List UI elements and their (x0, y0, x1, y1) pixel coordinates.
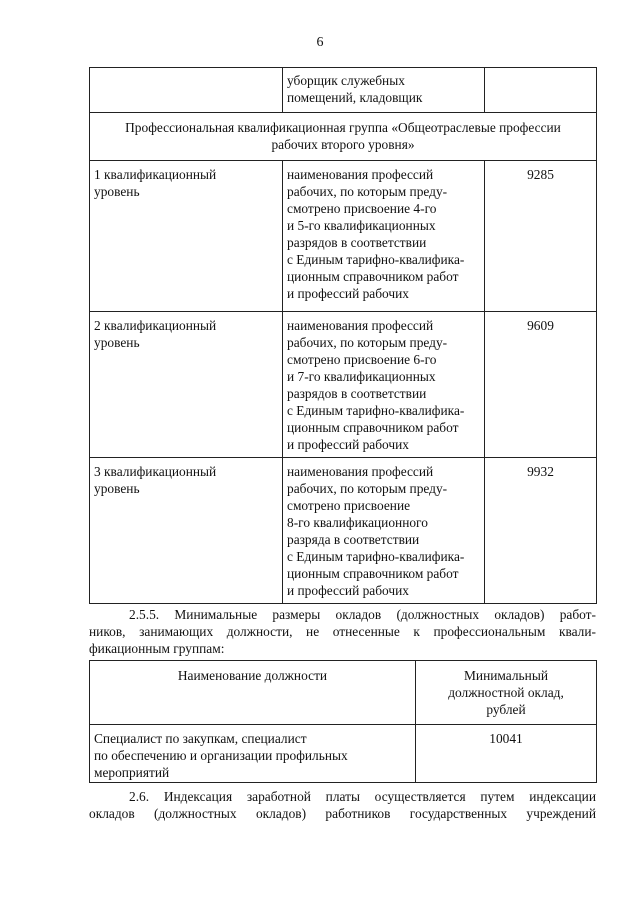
level-line: уровень (94, 184, 140, 199)
description-cell (283, 312, 485, 458)
salary-value-cell: 10041 (416, 725, 597, 783)
table-row (90, 68, 597, 113)
desc-line: и 5-го квалификационных (287, 218, 436, 233)
level-cell (90, 161, 283, 312)
desc-line: наименования профессий (287, 167, 434, 182)
desc-line: наименования профессий (287, 318, 434, 333)
position-line: Специалист по закупкам, специалист (94, 731, 307, 746)
description-cell (283, 161, 485, 312)
table-cell (90, 68, 283, 113)
cell-line: помещений, кладовщик (287, 90, 423, 105)
positions-table (89, 660, 597, 783)
desc-line: смотрено присвоение 4-го (287, 201, 437, 216)
desc-line: с Единым тарифно-квалифика- (287, 403, 465, 418)
cell-line: уборщик служебных (287, 73, 405, 88)
position-line: мероприятий (94, 765, 170, 780)
desc-line: наименования профессий (287, 464, 434, 479)
position-line: по обеспечению и организации профильных (94, 748, 348, 763)
desc-line: и профессий рабочих (287, 583, 409, 598)
table-row (90, 725, 597, 783)
paragraph-line: 2.5.5. Минимальные размеры окладов (должностных окладов) работ- (129, 607, 596, 622)
group-header-line: Профессиональная квалификационная группа «Общеотраслевые профессии (125, 120, 561, 135)
header-line: должностной оклад, (448, 685, 564, 700)
description-cell (283, 458, 485, 604)
desc-line: смотрено присвоение (287, 498, 411, 513)
level-line: 3 квалификационный (94, 464, 217, 479)
desc-line: ционным справочником работ (287, 420, 459, 435)
desc-line: рабочих, по которым преду- (287, 184, 448, 199)
page-number: 6 (316, 35, 324, 50)
level-cell (90, 458, 283, 604)
paragraph-2-5-5 (89, 606, 596, 657)
table-header-row (90, 661, 597, 725)
paragraph-line: окладов (должностных окладов) работников государственных учреждений (89, 806, 596, 821)
level-line: уровень (94, 481, 140, 496)
table-cell (283, 68, 485, 113)
header-line: Минимальный (464, 668, 548, 683)
group-header-row (90, 113, 597, 161)
desc-line: 8-го квалификационного (287, 515, 428, 530)
salary-value-cell: 9932 (485, 458, 597, 604)
paragraph-2-6 (89, 788, 596, 822)
paragraph-line: фикационным группам: (89, 641, 225, 656)
position-cell (90, 725, 416, 783)
desc-line: смотрено присвоение 6-го (287, 352, 437, 367)
desc-line: разрядов в соответствии (287, 235, 427, 250)
paragraph-line: 2.6. Индексация заработной платы осуществляется путем индексации (129, 789, 596, 804)
desc-line: и профессий рабочих (287, 286, 409, 301)
level-line: 2 квалификационный (94, 318, 217, 333)
group-header-line: рабочих второго уровня» (271, 137, 415, 152)
header-line: рублей (486, 702, 526, 717)
desc-line: рабочих, по которым преду- (287, 335, 448, 350)
desc-line: ционным справочником работ (287, 566, 459, 581)
desc-line: разряда в соответствии (287, 532, 420, 547)
desc-line: и профессий рабочих (287, 437, 409, 452)
header-cell-position: Наименование должности (90, 661, 416, 725)
table-row (90, 161, 597, 312)
header-cell-salary (416, 661, 597, 725)
level-line: 1 квалификационный (94, 167, 217, 182)
desc-line: и 7-го квалификационных (287, 369, 436, 384)
level-cell (90, 312, 283, 458)
desc-line: рабочих, по которым преду- (287, 481, 448, 496)
desc-line: разрядов в соответствии (287, 386, 427, 401)
paragraph-line: ников, занимающих должности, не отнесенные к профессиональным квали- (89, 624, 596, 639)
desc-line: с Единым тарифно-квалифика- (287, 549, 465, 564)
table-row (90, 458, 597, 604)
table-cell (485, 68, 597, 113)
qualification-table (89, 67, 597, 604)
table-row (90, 312, 597, 458)
group-header-cell (90, 113, 597, 161)
level-line: уровень (94, 335, 140, 350)
desc-line: с Единым тарифно-квалифика- (287, 252, 465, 267)
salary-value-cell: 9285 (485, 161, 597, 312)
salary-value-cell: 9609 (485, 312, 597, 458)
desc-line: ционным справочником работ (287, 269, 459, 284)
